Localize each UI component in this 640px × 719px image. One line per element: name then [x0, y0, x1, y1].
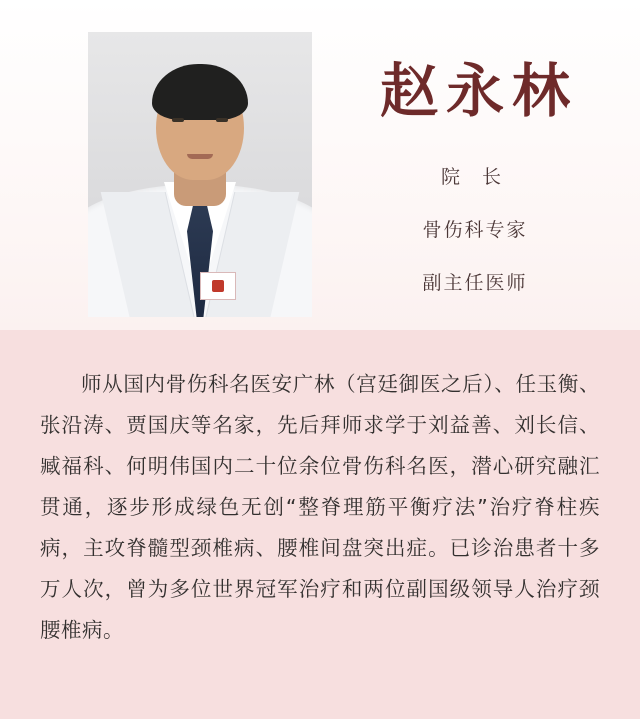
biography-text: 师从国内骨伤科名医安广林（宫廷御医之后）、任玉衡、张沿涛、贾国庆等名家，先后拜师求学于刘益善、刘长信、臧福科、何明伟国内二十位余位骨伤科名医，潜心研究融汇贯通，逐步形成绿色无创“整脊理筋平衡疗法”治疗脊柱疾病，主攻脊髓型颈椎病、腰椎间盘突出症。已诊治患者十多万人次，曾为多位世界冠军治疗和两位副国级领导人治疗颈腰椎病。 — [40, 372, 600, 642]
doctor-title-3: 副主任医师 — [422, 272, 528, 294]
badge-emblem-icon — [212, 280, 224, 292]
right-eye-shape — [216, 118, 228, 122]
doctor-title-1: 院 长 — [440, 166, 510, 188]
left-eye-shape — [172, 118, 184, 122]
hair-shape — [152, 64, 248, 120]
portrait-illustration — [88, 32, 312, 317]
biography-section — [0, 330, 640, 719]
coat-badge-icon — [200, 272, 236, 300]
doctor-name: 赵永林 — [379, 57, 578, 125]
mouth-shape — [187, 154, 213, 159]
profile-header — [0, 0, 640, 330]
doctor-photo — [88, 32, 312, 317]
name-block — [370, 57, 580, 295]
doctor-title-2: 骨伤科专家 — [422, 219, 528, 241]
